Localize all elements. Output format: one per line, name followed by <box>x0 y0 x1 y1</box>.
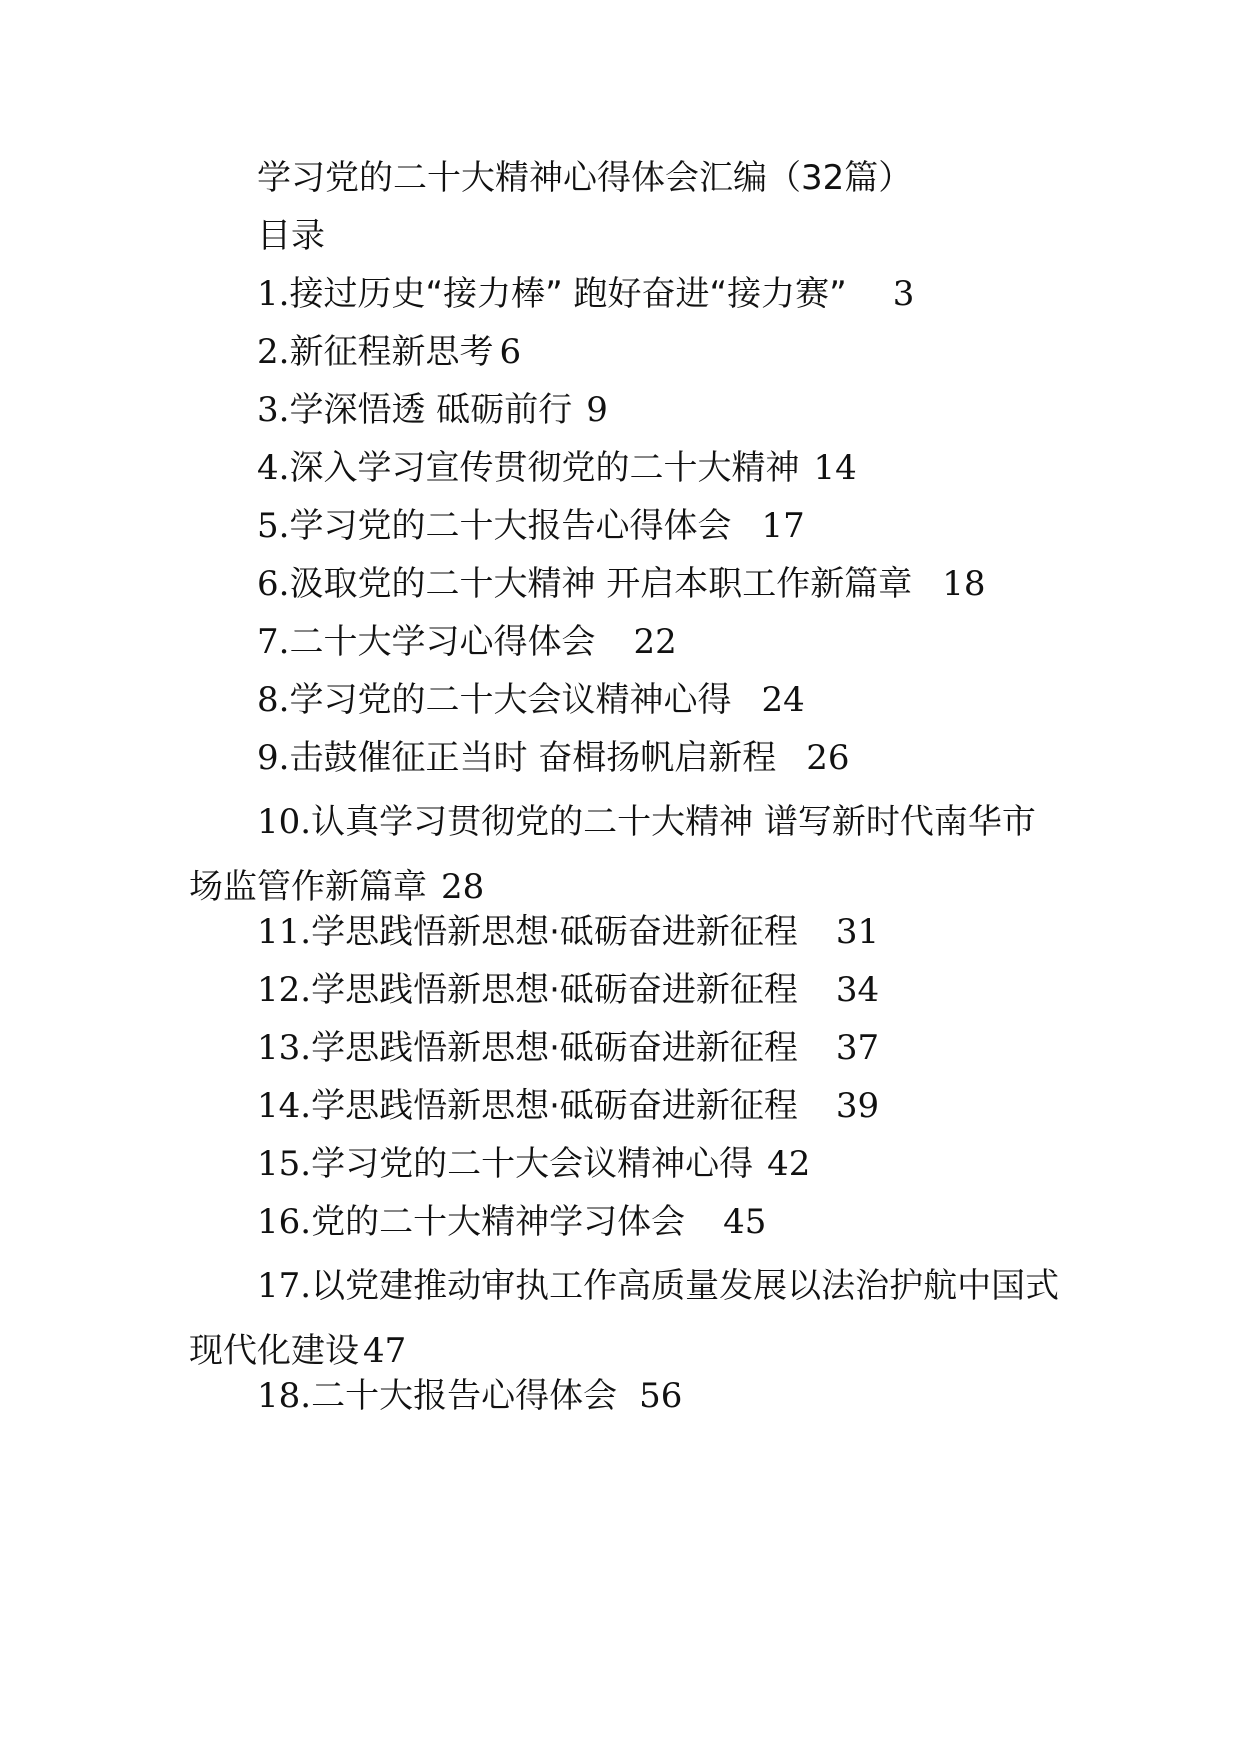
document-title: 学习党的二十大精神心得体会汇编（32篇） <box>257 158 913 198</box>
toc-entry[interactable] <box>257 332 521 372</box>
toc-entry-title: 认真学习贯彻党的二十大精神 谱写新时代南华市场监管作新篇章 <box>189 802 1036 907</box>
toc-entry-number: 6. <box>257 564 290 604</box>
toc-entry-number: 11. <box>257 912 312 952</box>
toc-entry[interactable] <box>257 274 914 314</box>
toc-entry[interactable] <box>189 790 1069 920</box>
toc-entry-page: 9 <box>586 390 608 430</box>
toc-entry[interactable] <box>189 1254 1069 1384</box>
toc-entry[interactable] <box>257 622 677 662</box>
toc-entry[interactable] <box>257 1028 879 1068</box>
toc-entry-page: 18 <box>942 564 986 604</box>
toc-heading: 目录 <box>257 216 325 256</box>
toc-entry[interactable] <box>257 1376 682 1416</box>
toc-entry-page: 56 <box>639 1376 683 1416</box>
toc-entry-title: 深入学习宣传贯彻党的二十大精神 <box>289 448 800 488</box>
toc-entry-title: 学习党的二十大会议精神心得 <box>289 680 732 720</box>
toc-entry[interactable] <box>257 1086 879 1126</box>
toc-entry-number: 13. <box>257 1028 312 1068</box>
toc-entry-number: 5. <box>257 506 290 546</box>
toc-entry-number: 2. <box>257 332 290 372</box>
toc-entry-title: 新征程新思考 <box>289 332 494 372</box>
toc-entry-title: 党的二十大精神学习体会 <box>311 1202 686 1242</box>
toc-entry[interactable] <box>257 738 850 778</box>
toc-entry-title: 学思践悟新思想·砥砺奋进新征程 <box>311 912 798 952</box>
toc-entry-number: 1. <box>257 274 290 314</box>
toc-entry-title: 击鼓催征正当时 奋楫扬帆启新程 <box>289 738 777 778</box>
toc-entry[interactable] <box>257 680 805 720</box>
toc-entry-number: 12. <box>257 970 312 1010</box>
toc-entry-page: 26 <box>806 738 850 778</box>
toc-entry[interactable] <box>257 506 805 546</box>
toc-entry-title: 学习党的二十大报告心得体会 <box>289 506 732 546</box>
toc-entry-title: 二十大学习心得体会 <box>289 622 596 662</box>
toc-entry-number: 7. <box>257 622 290 662</box>
toc-entry[interactable] <box>257 1144 810 1184</box>
toc-entry-number: 4. <box>257 448 290 488</box>
toc-entry-title: 学思践悟新思想·砥砺奋进新征程 <box>311 1028 798 1068</box>
toc-entry-number: 14. <box>257 1086 312 1126</box>
toc-entry-page: 3 <box>892 274 915 314</box>
toc-entry-title: 学习党的二十大会议精神心得 <box>311 1144 754 1184</box>
toc-entry-title: 学思践悟新思想·砥砺奋进新征程 <box>311 1086 798 1126</box>
toc-entry[interactable] <box>257 564 986 604</box>
toc-entry-number: 15. <box>257 1144 312 1184</box>
toc-entry-number: 9. <box>257 738 290 778</box>
toc-entry-title: 接过历史“接力棒” 跑好奋进“接力赛” <box>289 274 847 314</box>
toc-entry-page: 39 <box>835 1086 880 1126</box>
toc-entry-title: 学思践悟新思想·砥砺奋进新征程 <box>311 970 798 1010</box>
toc-entry-page: 6 <box>499 332 522 372</box>
toc-entry[interactable] <box>257 912 879 952</box>
toc-entry[interactable] <box>257 448 857 488</box>
toc-entry-page: 34 <box>835 970 880 1010</box>
toc-entry-page: 17 <box>761 506 805 546</box>
toc-entry-page: 22 <box>633 622 677 662</box>
toc-entry-page: 28 <box>441 867 485 907</box>
toc-entry-number: 17. <box>257 1266 312 1306</box>
toc-entry[interactable] <box>257 970 879 1010</box>
toc-entry-page: 42 <box>767 1144 811 1184</box>
toc-entry-number: 18. <box>257 1376 312 1416</box>
toc-entry-page: 47 <box>363 1331 407 1371</box>
toc-entry[interactable] <box>257 1202 766 1242</box>
toc-entry-page: 24 <box>761 680 805 720</box>
toc-entry-title: 汲取党的二十大精神 开启本职工作新篇章 <box>289 564 913 604</box>
toc-entry-number: 16. <box>257 1202 312 1242</box>
toc-entry[interactable] <box>257 390 608 430</box>
toc-entry-title: 学深悟透 砥砺前行 <box>289 390 573 430</box>
toc-entry-page: 37 <box>835 1028 880 1068</box>
toc-entry-page: 45 <box>723 1202 767 1242</box>
toc-entry-number: 10. <box>257 802 312 842</box>
toc-entry-title: 二十大报告心得体会 <box>311 1376 618 1416</box>
toc-entry-title: 以党建推动审执工作高质量发展以法治护航中国式现代化建设 <box>189 1266 1060 1371</box>
toc-entry-number: 3. <box>257 390 290 430</box>
toc-entry-page: 14 <box>813 448 857 488</box>
toc-entry-number: 8. <box>257 680 290 720</box>
toc-entry-page: 31 <box>835 912 880 952</box>
